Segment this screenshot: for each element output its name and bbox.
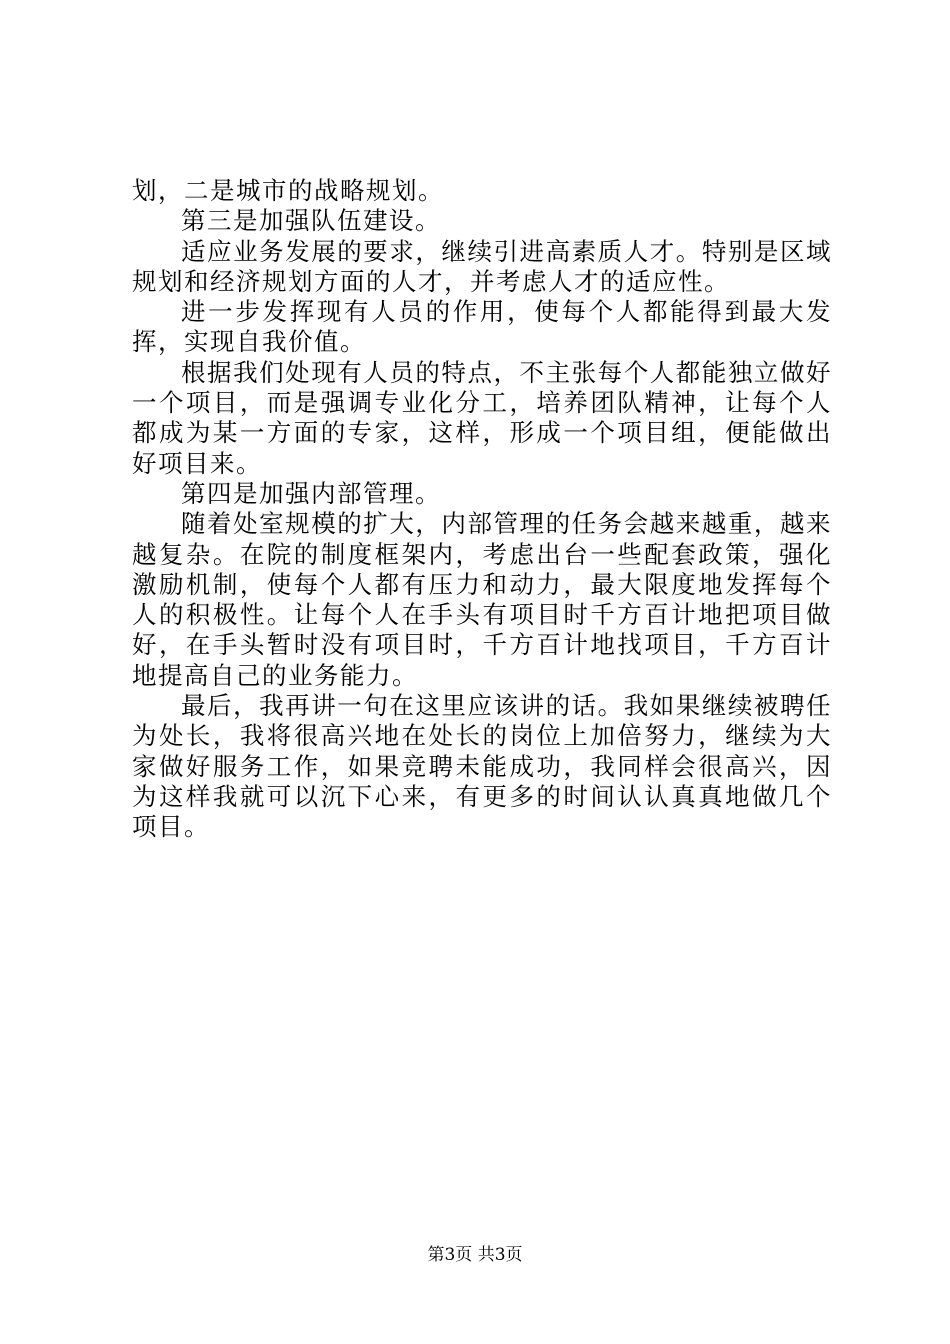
paragraph: 划，二是城市的战略规划。: [132, 176, 444, 205]
page-footer: [0, 1244, 950, 1266]
paragraph: 随着处室规模的扩大，内部管理的任务会越来越重，越来越复杂。在院的制度框架内，考虑出台一些配套政策，强化激励机制，使每个人都有压力和动力，最大限度地发挥每个人的积极性。让每个人在手头有项目时千方百计地把项目做好，在手头暂时没有项目时，千方百计地找项目，千方百计地提高自己的业务能力。: [132, 509, 832, 690]
paragraph: 第三是加强队伍建设。: [181, 206, 441, 236]
paragraph: 根据我们处现有人员的特点，不主张每个人都能独立做好一个项目，而是强调专业化分工，培养团队精神，让每个人都成为某一方面的专家，这样，形成一个项目组，便能做出好项目来。: [132, 357, 832, 478]
page-number: 第3页 共3页: [427, 1245, 523, 1265]
paragraph: 最后，我再讲一句在这里应该讲的话。我如果继续被聘任为处长，我将很高兴地在处长的岗位上加倍努力，继续为大家做好服务工作，如果竞聘未能成功，我同样会很高兴，因为这样我就可以沉下心来，有更多的时间认认真真地做几个项目。: [132, 691, 832, 842]
paragraph: 第四是加强内部管理。: [181, 478, 441, 508]
paragraph: 适应业务发展的要求，继续引进高素质人才。特别是区域规划和经济规划方面的人才，并考虑人才的适应性。: [132, 236, 832, 296]
document-body: [132, 176, 832, 843]
paragraph: 进一步发挥现有人员的作用，使每个人都能得到最大发挥，实现自我价值。: [132, 297, 832, 357]
